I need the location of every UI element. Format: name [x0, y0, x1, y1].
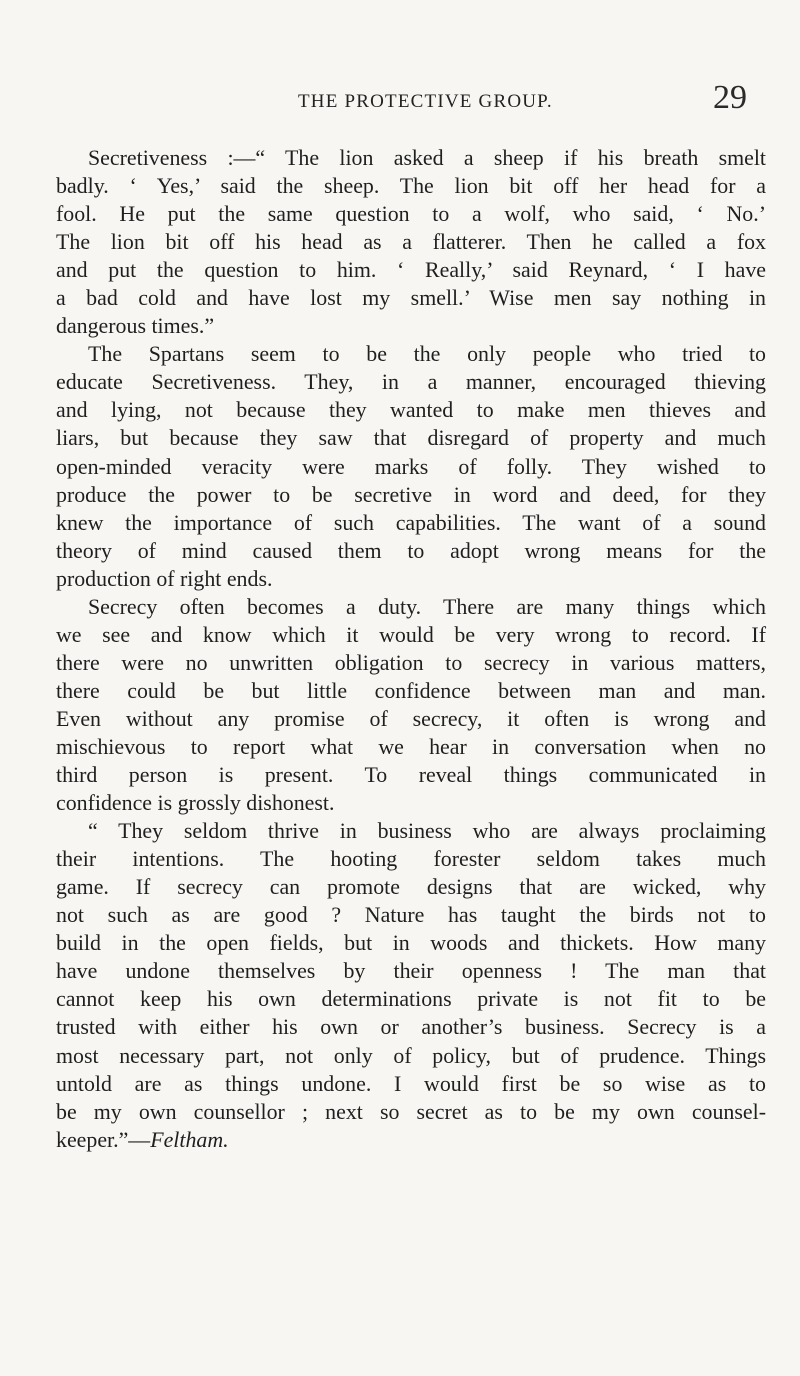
text-line: confidence is grossly dishonest.: [56, 790, 335, 816]
text-line: there could be but little confidence between man and man.: [56, 677, 766, 703]
text-line: a bad cold and have lost my smell.’ Wise men say nothing in: [56, 285, 766, 311]
text-line: produce the power to be secretive in word and deed, for they: [56, 481, 766, 507]
text-line: cannot keep his own determinations private is not fit to be: [56, 986, 766, 1012]
text-line: “ They seldom thrive in business who are always proclaiming: [88, 818, 766, 844]
text-line: third person is present. To reveal things communicated in: [56, 762, 766, 788]
text-line: and put the question to him. ‘ Really,’ said Reynard, ‘ I have: [56, 257, 766, 283]
text-line: badly. ‘ Yes,’ said the sheep. The lion bit off her head for a: [56, 173, 766, 199]
text-line: their intentions. The hooting forester seldom takes much: [56, 846, 766, 872]
text-line: trusted with either his own or another’s business. Secrecy is a: [56, 1014, 766, 1040]
text-line: dangerous times.”: [56, 313, 215, 339]
text-line: Secretiveness :—“ The lion asked a sheep if his breath smelt: [88, 145, 766, 170]
text-line: fool. He put the same question to a wolf, who said, ‘ No.’: [56, 201, 766, 227]
text-line: we see and know which it would be very wrong to record. If: [56, 621, 766, 647]
text-line: mischievous to report what we hear in conversation when no: [56, 733, 766, 759]
quote-attribution: Feltham.: [150, 1126, 229, 1152]
text-line: most necessary part, not only of policy, but of prudence. Things: [56, 1042, 766, 1068]
text-line: Secrecy often becomes a duty. There are many things which: [88, 593, 766, 619]
text-line: educate Secretiveness. They, in a manner, encouraged thieving: [56, 369, 766, 395]
text-line: Even without any promise of secrecy, it often is wrong and: [56, 705, 766, 731]
text-line: and lying, not because they wanted to make men thieves and: [56, 397, 766, 423]
running-head-title: THE PROTECTIVE GROUP.: [298, 91, 553, 112]
text-line: be my own counsellor ; next so secret as to be my own counsel-: [56, 1098, 766, 1124]
text-line-final: [56, 1126, 766, 1154]
running-head: [0, 79, 800, 119]
text-line: open-minded veracity were marks of folly. They wished to: [56, 453, 766, 479]
text-line: not such as are good ? Nature has taught the birds not to: [56, 902, 766, 928]
text-line: production of right ends.: [56, 565, 273, 591]
text-line: build in the open fields, but in woods and thickets. How many: [56, 930, 766, 956]
text-line: knew the importance of such capabilities. The want of a sound: [56, 509, 766, 535]
text-line: theory of mind caused them to adopt wrong means for the: [56, 537, 766, 563]
text-line: liars, but because they saw that disregard of property and much: [56, 425, 766, 451]
page-number: 29: [713, 79, 747, 116]
text-line: game. If secrecy can promote designs that are wicked, why: [56, 874, 766, 900]
body-text: [56, 144, 766, 1154]
text-line: have undone themselves by their openness ! The man that: [56, 958, 766, 984]
text-line-ending: keeper.”—: [56, 1126, 151, 1152]
text-line: there were no unwritten obligation to secrecy in various matters,: [56, 649, 766, 675]
text-line: The Spartans seem to be the only people who tried to: [88, 341, 766, 367]
text-line: untold are as things undone. I would first be so wise as to: [56, 1070, 766, 1096]
text-line: The lion bit off his head as a flatterer. Then he called a fox: [56, 229, 766, 255]
